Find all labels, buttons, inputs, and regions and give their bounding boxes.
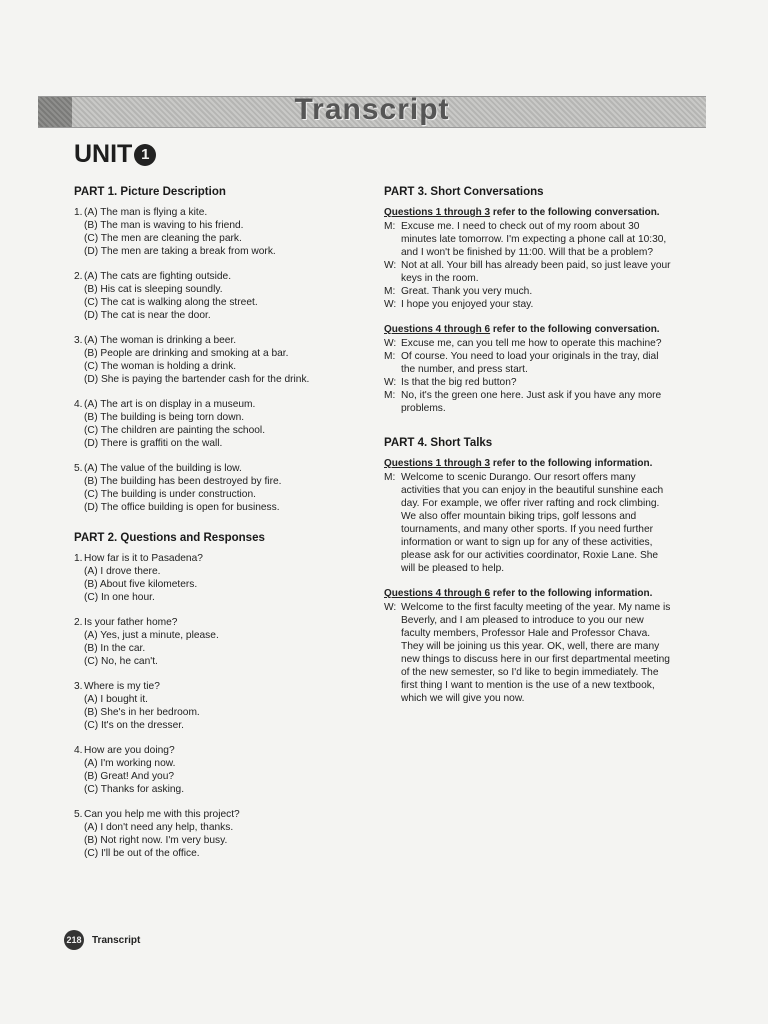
utterance: I hope you enjoyed your stay. — [401, 299, 534, 310]
utterance: Welcome to scenic Durango. Our resort offers many activities that you can enjoy in the beautiful sunshine each day. For example, we offer river rafting and rock climbing. We also offer mountain biking trips, golf lessons and tournaments, and many other sports. If you need further information or want to sign up for any of these activities, please ask for our activities coordinator, Roxie Lane. She will be pleased to help. — [401, 472, 664, 574]
option: (D) The men are taking a break from work. — [84, 246, 276, 257]
dialogue-line — [384, 337, 674, 350]
part1-item — [74, 334, 344, 386]
part2-item — [74, 616, 344, 668]
block-heading — [384, 323, 674, 336]
question: How far is it to Pasadena? — [84, 553, 203, 564]
page-footer — [64, 930, 140, 950]
speaker: M: — [384, 351, 396, 362]
option: (A) The value of the building is low. — [84, 463, 242, 474]
part2-item — [74, 552, 344, 604]
heading-rest: refer to the following information. — [490, 588, 653, 599]
banner-title: Transcript — [294, 93, 450, 126]
item-number: 4. — [74, 745, 83, 756]
part1-item — [74, 398, 344, 450]
option: (B) His cat is sleeping soundly. — [84, 284, 223, 295]
heading-rest: refer to the following information. — [490, 458, 653, 469]
item-number: 1. — [74, 553, 83, 564]
heading-rest: refer to the following conversation. — [490, 324, 660, 335]
heading-range: Questions 1 through 3 — [384, 207, 491, 218]
utterance: Excuse me. I need to check out of my room about 30 minutes late tomorrow. I'm expecting a phone call at 10:30, and I won't be finished by 11:00. Will that be a problem? — [401, 221, 667, 258]
utterance: Of course. You need to load your originals in the tray, dial the number, and press start. — [401, 351, 659, 375]
option: (B) The building is being torn down. — [84, 412, 245, 423]
unit-heading — [74, 140, 156, 169]
speaker: W: — [384, 260, 397, 271]
question: How are you doing? — [84, 745, 175, 756]
option: (A) The cats are fighting outside. — [84, 271, 232, 282]
part4-block — [384, 587, 674, 705]
option: (A) I don't need any help, thanks. — [84, 822, 234, 833]
option: (D) She is paying the bartender cash for the drink. — [84, 374, 310, 385]
part1-items — [74, 206, 344, 514]
block-heading — [384, 206, 674, 219]
option: (A) Yes, just a minute, please. — [84, 630, 219, 641]
speaker: W: — [384, 377, 397, 388]
option: (B) About five kilometers. — [84, 579, 198, 590]
option: (B) Great! And you? — [84, 771, 175, 782]
speaker: M: — [384, 472, 396, 483]
item-number: 2. — [74, 271, 83, 282]
unit-label: UNIT — [74, 140, 133, 168]
part2-title: PART 2. Questions and Responses — [74, 532, 265, 544]
dialogue-line — [384, 376, 674, 389]
footer-label: Transcript — [92, 934, 141, 946]
transcript-banner — [38, 93, 706, 128]
utterance: Is that the big red button? — [401, 377, 517, 388]
part2-items — [74, 552, 344, 860]
right-column — [384, 186, 674, 717]
item-number: 1. — [74, 207, 83, 218]
part4-title: PART 4. Short Talks — [384, 437, 493, 449]
part2-item — [74, 680, 344, 732]
speaker: W: — [384, 602, 397, 613]
option: (C) Thanks for asking. — [84, 784, 185, 795]
part3-title: PART 3. Short Conversations — [384, 186, 544, 198]
item-number: 5. — [74, 463, 83, 474]
option: (C) I'll be out of the office. — [84, 848, 200, 859]
part1-item — [74, 270, 344, 322]
option: (B) She's in her bedroom. — [84, 707, 200, 718]
item-number: 3. — [74, 335, 83, 346]
part2-item — [74, 744, 344, 796]
part1-item — [74, 462, 344, 514]
talk-line — [384, 471, 674, 575]
part2-item — [74, 808, 344, 860]
unit-number-badge: 1 — [134, 144, 156, 166]
question: Where is my tie? — [84, 681, 160, 692]
option: (B) Not right now. I'm very busy. — [84, 835, 228, 846]
option: (B) The man is waving to his friend. — [84, 220, 244, 231]
left-column — [74, 186, 344, 872]
item-number: 4. — [74, 399, 83, 410]
option: (C) The woman is holding a drink. — [84, 361, 237, 372]
dialogue-line — [384, 220, 674, 259]
part3-block — [384, 323, 674, 415]
dialogue-line — [384, 389, 674, 415]
heading-range: Questions 4 through 6 — [384, 324, 491, 335]
item-number: 3. — [74, 681, 83, 692]
heading-range: Questions 1 through 3 — [384, 458, 491, 469]
speaker: M: — [384, 390, 396, 401]
page-number-badge: 218 — [64, 930, 84, 950]
dialogue-line — [384, 298, 674, 311]
part1-title: PART 1. Picture Description — [74, 186, 226, 198]
dialogue-line — [384, 259, 674, 285]
question: Is your father home? — [84, 617, 178, 628]
option: (A) I bought it. — [84, 694, 148, 705]
option: (C) The building is under construction. — [84, 489, 256, 500]
dialogue-line — [384, 350, 674, 376]
option: (A) I drove there. — [84, 566, 161, 577]
utterance: Welcome to the first faculty meeting of the year. My name is Beverly, and I am pleased to introduce to you our new faculty members, Professor Hale and Professor Chava. They will be joining us this year. OK, well, there are many new things to discuss here in our first departmental meeting of the new semester, so I'd like to begin immediately. The first thing I want to mention is the use of a new textbook, which we will give you now. — [401, 602, 671, 704]
part3-block — [384, 206, 674, 311]
speaker: W: — [384, 338, 397, 349]
speaker: W: — [384, 299, 397, 310]
option: (A) The man is flying a kite. — [84, 207, 208, 218]
option: (C) In one hour. — [84, 592, 155, 603]
block-heading — [384, 457, 674, 470]
item-number: 5. — [74, 809, 83, 820]
option: (C) The men are cleaning the park. — [84, 233, 242, 244]
option: (D) The office building is open for business. — [84, 502, 280, 513]
option: (D) There is graffiti on the wall. — [84, 438, 223, 449]
question: Can you help me with this project? — [84, 809, 240, 820]
talk-line — [384, 601, 674, 705]
part4-block — [384, 457, 674, 575]
option: (C) It's on the dresser. — [84, 720, 184, 731]
utterance: Not at all. Your bill has already been paid, so just leave your keys in the room. — [401, 260, 671, 284]
option: (C) The children are painting the school. — [84, 425, 266, 436]
option: (D) The cat is near the door. — [84, 310, 211, 321]
option: (B) The building has been destroyed by fire. — [84, 476, 282, 487]
option: (B) In the car. — [84, 643, 146, 654]
option: (A) I'm working now. — [84, 758, 176, 769]
option: (B) People are drinking and smoking at a bar. — [84, 348, 289, 359]
utterance: No, it's the green one here. Just ask if you have any more problems. — [401, 390, 662, 414]
utterance: Great. Thank you very much. — [401, 286, 533, 297]
option: (C) The cat is walking along the street. — [84, 297, 258, 308]
speaker: M: — [384, 286, 396, 297]
dialogue-line — [384, 285, 674, 298]
option: (C) No, he can't. — [84, 656, 158, 667]
block-heading — [384, 587, 674, 600]
heading-rest: refer to the following conversation. — [490, 207, 660, 218]
speaker: M: — [384, 221, 396, 232]
part1-item — [74, 206, 344, 258]
utterance: Excuse me, can you tell me how to operate this machine? — [401, 338, 662, 349]
option: (A) The art is on display in a museum. — [84, 399, 256, 410]
heading-range: Questions 4 through 6 — [384, 588, 491, 599]
item-number: 2. — [74, 617, 83, 628]
option: (A) The woman is drinking a beer. — [84, 335, 237, 346]
